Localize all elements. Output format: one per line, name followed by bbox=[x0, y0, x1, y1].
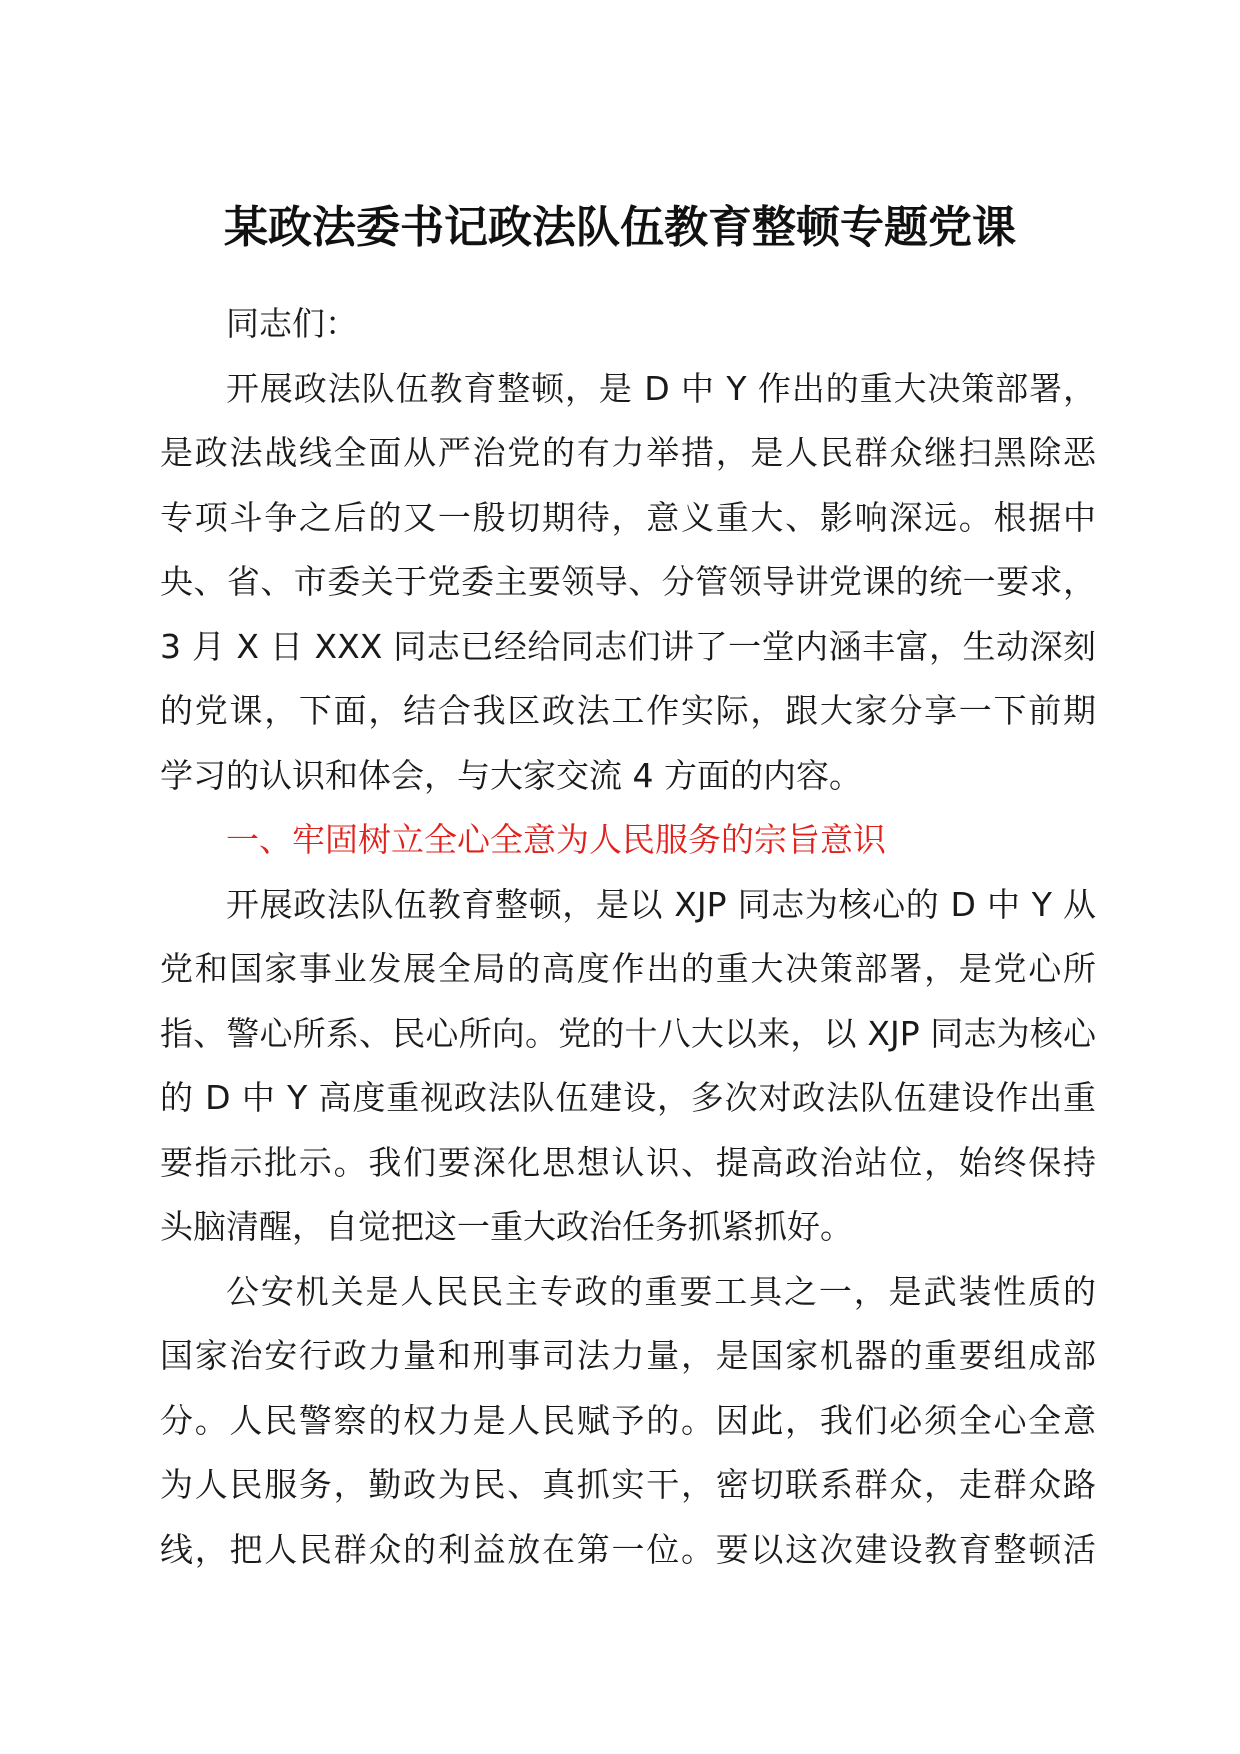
paragraph-line: 党和国家事业发展全局的高度作出的重大决策部署，是党心所 bbox=[160, 949, 1096, 988]
paragraph-line: 公安机关是人民民主专政的重要工具之一，是武装性质的 bbox=[226, 1271, 1096, 1311]
paragraph-line: 开展政法队伍教育整顿，是以 XJP 同志为核心的 D 中 Y 从 bbox=[226, 884, 1096, 924]
paragraph-line: 开展政法队伍教育整顿，是 D 中 Y 作出的重大决策部署， bbox=[226, 368, 1096, 408]
document-body bbox=[160, 292, 1096, 1582]
document-title: 某政法委书记政法队伍教育整顿专题党课 bbox=[224, 202, 1016, 253]
paragraph-line: 的 D 中 Y 高度重视政法队伍建设，多次对政法队伍建设作出重 bbox=[160, 1078, 1096, 1117]
paragraph-line: 要指示批示。我们要深化思想认识、提高政治站位，始终保持 bbox=[160, 1142, 1096, 1182]
paragraph-line: 指、警心所系、民心所向。党的十八大以来，以 XJP 同志为核心 bbox=[160, 1013, 1096, 1053]
paragraph-2 bbox=[160, 873, 1096, 1260]
paragraph-line: 分。人民警察的权力是人民赋予的。因此，我们必须全心全意 bbox=[160, 1400, 1096, 1440]
paragraph-line: 央、省、市委关于党委主要领导、分管领导讲党课的统一要求， bbox=[160, 562, 1096, 601]
salutation: 同志们： bbox=[226, 304, 358, 343]
paragraph-line: 线，把人民群众的利益放在第一位。要以这次建设教育整顿活 bbox=[160, 1529, 1096, 1569]
section-heading: 一、牢固树立全心全意为人民服务的宗旨意识 bbox=[226, 820, 886, 859]
paragraph-1 bbox=[160, 357, 1096, 809]
paragraph-line: 3 月 X 日 XXX 同志已经给同志们讲了一堂内涵丰富，生动深刻 bbox=[160, 626, 1096, 666]
paragraph-line: 头脑清醒，自觉把这一重大政治任务抓紧抓好。 bbox=[160, 1207, 853, 1246]
paragraph-line: 学习的认识和体会，与大家交流 4 方面的内容。 bbox=[160, 755, 862, 795]
paragraph-line: 国家治安行政力量和刑事司法力量，是国家机器的重要组成部 bbox=[160, 1336, 1096, 1375]
paragraph-3 bbox=[160, 1260, 1096, 1583]
paragraph-line: 专项斗争之后的又一殷切期待，意义重大、影响深远。根据中 bbox=[160, 497, 1096, 537]
paragraph-line: 为人民服务，勤政为民、真抓实干，密切联系群众，走群众路 bbox=[160, 1465, 1096, 1504]
paragraph-line: 是政法战线全面从严治党的有力举措，是人民群众继扫黑除恶 bbox=[160, 433, 1096, 472]
paragraph-line: 的党课，下面，结合我区政法工作实际，跟大家分享一下前期 bbox=[160, 691, 1096, 730]
